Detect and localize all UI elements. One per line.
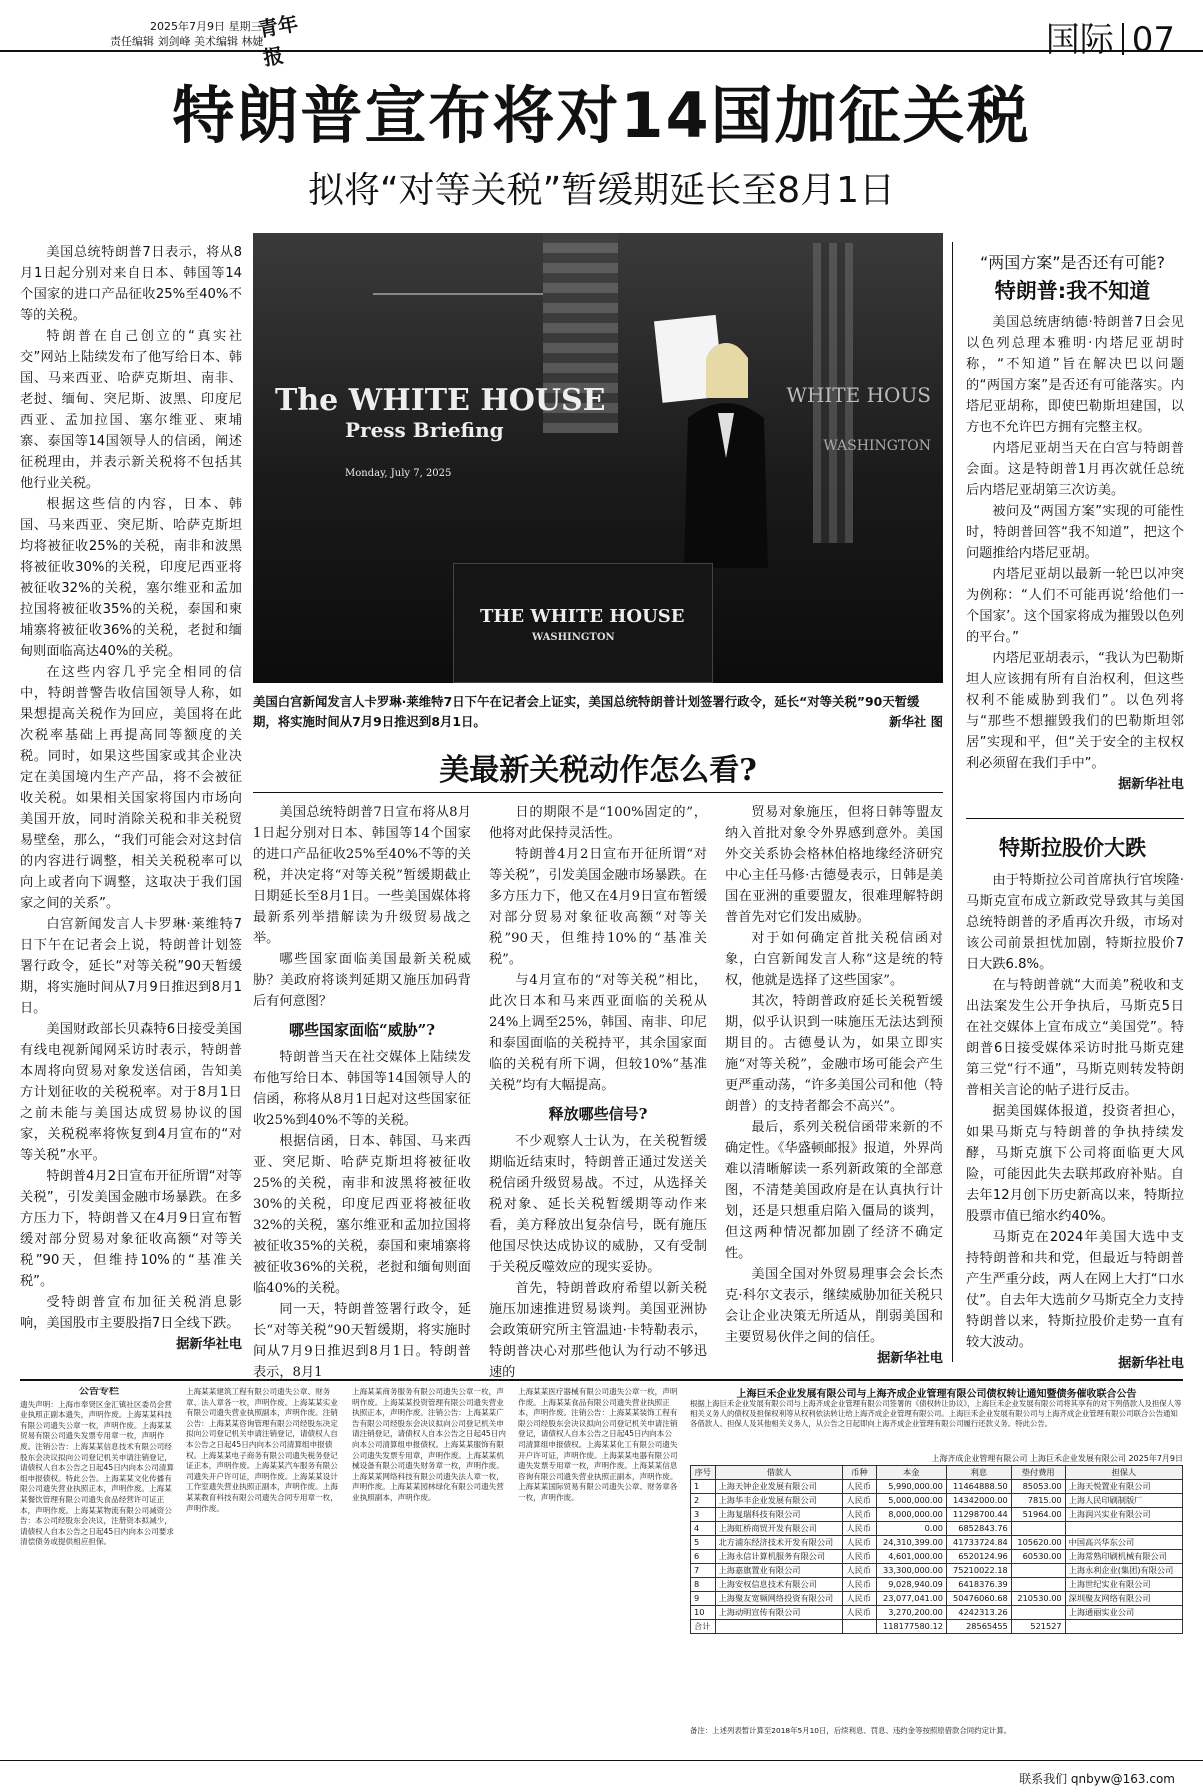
side-story-kicker: “两国方案”是否还有可能? [979, 253, 1166, 272]
photo-building-outline [373, 293, 543, 363]
paragraph: 美国全国对外贸易理事会会长杰克·科尔文表示，继续威胁加征关税只会让企业决策无所适从，削弱美国和主要贸易伙伴之间的信任。 [725, 1267, 943, 1345]
analysis-column-1 [253, 802, 471, 1383]
table-cell: 人民币 [843, 1522, 876, 1536]
table-cell: 521527 [1011, 1620, 1065, 1634]
table-cell: 6 [691, 1550, 716, 1564]
paragraph: 美国财政部长贝森特6日接受美国有线电视新闻网采访时表示，特朗普本周将向贸易对象发送信函，告知美方计划征收的关税税率。对于8月1日之前未能与美国达成贸易协议的国家，关税税率将恢复到4月宣布的“对等关税”水平。 [20, 1022, 242, 1163]
main-subhead: 拟将“对等关税”暂缓期延长至8月1日 [307, 170, 896, 211]
table-cell: 9 [691, 1592, 716, 1606]
photo-podium [453, 563, 713, 683]
table-row [691, 1508, 1183, 1522]
table-cell: 118177580.12 [876, 1620, 946, 1634]
paragraph: 不少观察人士认为，在关税暂缓期临近结束时，特朗普正通过发送关税信函升级贸易战。不过，从选择关税对象、延长关税暂缓期等动作来看，美方释放出复杂信号，既有施压他国尽快达成协议的威胁，又有受制于关税反噬效应的现实妥协。 [489, 1134, 707, 1275]
table-header-cell: 借款人 [715, 1466, 843, 1480]
table-row [691, 1480, 1183, 1494]
photo-sign-line2: Press Briefing [345, 418, 504, 442]
transfer-notice-title: 上海巨禾企业发展有限公司与上海齐成企业管理有限公司债权转让通知暨债务催收联合公告 [736, 1389, 1137, 1400]
section-name: 国际 [1045, 20, 1114, 60]
table-cell: 6418376.39 [946, 1578, 1011, 1592]
article-source: 据新华社电 [1118, 1356, 1184, 1371]
table-cell: 4 [691, 1522, 716, 1536]
transfer-notice-signatories: 上海齐成企业管理有限公司 上海巨禾企业发展有限公司 2025年7月9日 [931, 1454, 1183, 1463]
paragraph: 根据信函，日本、韩国、马来西亚、突尼斯、哈萨克斯坦将被征收25%的关税，南非和波黑将被征收30%的关税，印度尼西亚将被征收32%的关税，塞尔维亚和孟加拉国将被征收35%的关税，泰国和柬埔寨将被征收36%的关税，老挝和缅甸则面临40%的关税。 [253, 1134, 471, 1296]
paragraph: 据美国媒体报道，投资者担心，如果马斯克与特朗普的争执持续发酵，马斯克旗下公司将面临更大风险，可能因此失去联邦政府补贴。自去年12月创下历史新高以来，特斯拉股票市值已缩水约40%。 [966, 1104, 1184, 1224]
paragraph: 由于特斯拉公司首席执行官埃隆·马斯克宣布成立新政党导致其与美国总统特朗普的矛盾再次升级，市场对该公司前景担忧加剧，特斯拉股价7日大跌6.8%。 [966, 873, 1184, 972]
photo-backdrop-sign [275, 383, 606, 479]
table-cell: 合计 [691, 1620, 716, 1634]
table-cell: 上海华丰企业发展有限公司 [715, 1494, 843, 1508]
notices-section [20, 1379, 1183, 1754]
article-source: 据新华社电 [176, 1337, 242, 1352]
table-cell: 上海聚友宽频网络投资有限公司 [715, 1592, 843, 1606]
table-cell [1065, 1620, 1182, 1634]
podium-text: THE WHITE HOUSE [480, 606, 685, 627]
side-story-title: 特朗普:我不知道 [994, 279, 1151, 303]
analysis-column-3 [725, 802, 943, 1369]
paragraph: 哪些国家面临美国最新关税威胁？美政府将谈判延期又施压加码背后有何意图？ [253, 952, 471, 1009]
table-cell: 上海嘉旗置业有限公司 [715, 1564, 843, 1578]
table-row [691, 1578, 1183, 1592]
photo-sign-date: Monday, July 7, 2025 [345, 468, 452, 479]
table-header-cell: 担保人 [1065, 1466, 1182, 1480]
table-cell: 11464888.50 [946, 1480, 1011, 1494]
paragraph: 同一天，特朗普签署行政令，延长“对等关税”90天暂缓期，将实施时间从7月9日推迟到8月1日。特朗普表示，8月1 [253, 1302, 471, 1380]
press-briefing-photo [253, 233, 943, 683]
table-cell: 4242313.26 [946, 1606, 1011, 1620]
table-cell: 上海动明宣传有限公司 [715, 1606, 843, 1620]
table-cell: 9,028,940.09 [876, 1578, 946, 1592]
table-row [691, 1606, 1183, 1620]
contact-email: 联系我们 qnbyw@163.com [1019, 1772, 1175, 1786]
table-header-cell: 币种 [843, 1466, 876, 1480]
table-cell: 上海通丽实业公司 [1065, 1606, 1182, 1620]
table-cell: 50476060.68 [946, 1592, 1011, 1606]
table-row [691, 1550, 1183, 1564]
side-story-body [966, 312, 1184, 795]
paragraph: 马斯克在2024年美国大选中支持特朗普和共和党，但最近与特朗普产生严重分歧，两人在网上大打“口水仗”。自去年大选前夕马斯克全力支持特朗普以来，特斯拉股价走势一直有较大波动。 [966, 1230, 1184, 1350]
side-story-divider [966, 818, 1184, 819]
table-cell [1065, 1522, 1182, 1536]
photo-speaker-figure [648, 308, 768, 568]
table-cell: 14342000.00 [946, 1494, 1011, 1508]
table-cell: 深圳聚友网络有限公司 [1065, 1592, 1182, 1606]
table-cell: 23,077,041.00 [876, 1592, 946, 1606]
table-cell: 7815.00 [1011, 1494, 1065, 1508]
table-cell: 7 [691, 1564, 716, 1578]
table-cell [843, 1620, 876, 1634]
table-cell: 人民币 [843, 1508, 876, 1522]
page-number: 07 [1131, 20, 1175, 60]
paragraph: 在与特朗普就“大而美”税收和支出法案发生公开争执后，马斯克5日在社交媒体上宣布成立“美国党”。特朗普6日接受媒体采访时批马斯克建第三党“行不通”，马斯克则转发特朗普相关言论的帖子进行反击。 [966, 978, 1184, 1098]
table-cell [1011, 1606, 1065, 1620]
photo-backdrop-text2: WASHINGTON [823, 438, 931, 454]
table-cell: 4,601,000.00 [876, 1550, 946, 1564]
table-cell: 8 [691, 1578, 716, 1592]
table-cell: 上海安权信息技术有限公司 [715, 1578, 843, 1592]
table-cell [1011, 1522, 1065, 1536]
table-cell: 上海常熟印刷机械有限公司 [1065, 1550, 1182, 1564]
paragraph: 特朗普4月2日宣布开征所谓“对等关税”，引发美国金融市场暴跌。在多方压力下，他又在4月9日宣布暂缓对部分贸易对象征收高额“对等关税”90天，但维持10%的“基准关税”。 [489, 847, 707, 967]
table-cell: 中国高兴华东公司 [1065, 1536, 1182, 1550]
table-cell: 210530.00 [1011, 1592, 1065, 1606]
paragraph: 在这些内容几乎完全相同的信中，特朗普警告收信国领导人称，如果想提高关税作为回应，美国将在此次税率基础上再提高同等额度的关税。同时，如果这些国家或其企业决定在美国境内生产产品，将不会被征收关税。如果相关国家将国内市场向美国开放，同时消除关税和非关税贸易壁垒，那么，“我们可能会对这封信的内容进行调整，相关关税税率可以向上或者向下调整，这取决于我们国家之间的关系”。 [20, 665, 242, 911]
table-cell: 人民币 [843, 1578, 876, 1592]
table-cell: 北方浦东经济技术开发有限公司 [715, 1536, 843, 1550]
paragraph: 最后，系列关税信函带来新的不确定性。《华盛顿邮报》报道，外界尚难以清晰解读一系列新政策的全部意图，不清楚美国政府是在认真执行计划，还是只想重启陷入僵局的谈判，但这两种情况都加剧了经济不确定性。 [725, 1120, 943, 1261]
table-header-cell: 序号 [691, 1466, 716, 1480]
photo-caption [253, 692, 943, 732]
table-cell: 75210022.18 [946, 1564, 1011, 1578]
transfer-notice-intro: 根据上海巨禾企业发展有限公司与上海齐成企业管理有限公司签署的《债权转让协议》，上海巨禾企业发展有限公司将其享有的对下列借款人及担保人等相关义务人的债权及担保权利等从权利依法转让给上海齐成企业管理有限公司。上海巨禾企业发展有限公司与上海齐成企业管理有限公司联合公告通知各借款人、担保人及其他相关义务人，从公告之日起即向上海齐成企业管理有限公司履行还款义务。特此公告。 [690, 1399, 1182, 1428]
analysis-column-2 [489, 802, 707, 1383]
table-row [691, 1564, 1183, 1578]
table-cell: 人民币 [843, 1480, 876, 1494]
paragraph: 日的期限不是“100%固定的”，他将对此保持灵活性。 [489, 805, 707, 841]
table-row [691, 1592, 1183, 1606]
table-cell: 10 [691, 1606, 716, 1620]
table-cell: 60530.00 [1011, 1550, 1065, 1564]
right-column-rule [952, 242, 953, 1362]
paragraph: 白宫新闻发言人卡罗琳·莱维特7日下午在记者会上说，特朗普计划签署行政令，延长“对等关税”90天暂缓期，将实施时间从7月9日推迟到8月1日。 [20, 917, 242, 1016]
subheading: 哪些国家面临“威胁”? [288, 1021, 436, 1039]
notice-column [518, 1387, 678, 1752]
notice-column [20, 1387, 178, 1752]
table-cell: 6520124.96 [946, 1550, 1011, 1564]
paragraph: 对于如何确定首批关税信函对象，白宫新闻发言人称“这是统的特权，他就是选择了这些国家”。 [725, 931, 943, 988]
notice-title: 公告专栏 [79, 1387, 119, 1397]
subheading: 释放哪些信号? [548, 1105, 648, 1123]
paragraph: 贸易对象施压，但将日韩等盟友纳入首批对象令外界感到意外。美国外交关系协会格林伯格地缘经济研究中心主任马修·古德曼表示，日韩是美国在亚洲的重要盟友，很难理解特朗普首先对它们发出威胁。 [725, 805, 943, 925]
table-cell: 24,310,399.00 [876, 1536, 946, 1550]
table-cell [715, 1620, 843, 1634]
table-cell: 3,270,200.00 [876, 1606, 946, 1620]
photo-backdrop-text: WHITE HOUS [786, 383, 931, 407]
notice-body: 上海某某商务服务有限公司遗失公章一枚，声明作废。上海某某投资管理有限公司遗失营业执照正本，声明作废。注销公告：上海某某广告有限公司经股东会决议拟向公司登记机关申请注销登记，请债权人自本公告之日起45日内向本公司清算组申报债权。上海某某服饰有限公司遗失发票专用章，声明作废。上海某某机械设备有限公司遗失财务章一枚，声明作废。上海某某网络科技有限公司遗失法人章一枚，声明作废。上海某某园林绿化有限公司遗失营业执照副本，声明作废。 [352, 1387, 506, 1502]
table-cell: 6852843.76 [946, 1522, 1011, 1536]
paragraph: 美国总统唐纳德·特朗普7日会见以色列总理本雅明·内塔尼亚胡时称，“不知道”旨在解决巴以问题的“两国方案”是否还有可能落实。内塔尼亚胡称，即使巴勒斯坦建国，以方也不允许巴方拥有完整主权。 [966, 315, 1184, 435]
paragraph: 特朗普4月2日宣布开征所谓“对等关税”，引发美国金融市场暴跌。在多方压力下，特朗普又在4月9日宣布暂缓对部分贸易对象征收高额“对等关税”90天，但维持10%的“基准关税”。 [20, 1169, 242, 1289]
table-cell: 上海世纪实业有限公司 [1065, 1578, 1182, 1592]
table-cell: 人民币 [843, 1550, 876, 1564]
table-cell: 人民币 [843, 1606, 876, 1620]
table-cell: 5 [691, 1536, 716, 1550]
notice-column [186, 1387, 344, 1752]
paragraph: 根据这些信的内容，日本、韩国、马来西亚、突尼斯、哈萨克斯坦均将被征收25%的关税，南非和波黑将被征收30%的关税，印度尼西亚将被征收32%的关税，塞尔维亚和孟加拉国将被征收35%的关税，泰国和柬埔寨将被征收36%的关税，老挝和缅甸则面临高达40%的关税。 [20, 497, 242, 659]
table-cell: 上海复瑞科技有限公司 [715, 1508, 843, 1522]
table-header-cell: 垫付费用 [1011, 1466, 1065, 1480]
table-cell: 11298700.44 [946, 1508, 1011, 1522]
analysis-title: 美最新关税动作怎么看? [439, 753, 757, 788]
table-cell: 人民币 [843, 1536, 876, 1550]
paragraph: 内塔尼亚胡以最新一轮巴以冲突为例称：“人们不可能再说‘给他们一个国家’。这个国家将成为摧毁以色列的平台。” [966, 567, 1184, 645]
table-total-row [691, 1620, 1183, 1634]
main-headline: 特朗普宣布将对14国加征关税 [172, 79, 1031, 152]
table-cell: 5,000,000.00 [876, 1494, 946, 1508]
table-cell: 上海人民印刷制版厂 [1065, 1494, 1182, 1508]
podium-subtext: WASHINGTON [532, 632, 615, 643]
issue-date: 2025年7月9日 星期三 [150, 20, 262, 33]
table-cell [1011, 1578, 1065, 1592]
table-cell: 3 [691, 1508, 716, 1522]
paragraph: 内塔尼亚胡当天在白宫与特朗普会面。这是特朗普1月再次就任总统后内塔尼亚胡第三次访美。 [966, 441, 1184, 498]
masthead [0, 0, 1203, 71]
table-cell: 上海永利企业(集团)有限公司 [1065, 1564, 1182, 1578]
table-cell: 上海永信计算机服务有限公司 [715, 1550, 843, 1564]
notice-column [352, 1387, 510, 1752]
table-cell: 上海天悦置业有限公司 [1065, 1480, 1182, 1494]
table-cell: 5,990,000.00 [876, 1480, 946, 1494]
notice-body: 上海某某建筑工程有限公司遗失公章、财务章、法人章各一枚，声明作废。上海某某实业有限公司遗失营业执照副本，声明作废。注销公告：上海某某咨询管理有限公司经股东决定拟向公司登记机关申请注销登记，请债权人自本公告之日起45日内向本公司清算组申报债权。上海某某电子商务有限公司遗失税务登记证正本，声明作废。上海某某汽车服务有限公司遗失开户许可证，声明作废。上海某某设计工作室遗失营业执照正副本，声明作废。上海某某教育科技有限公司遗失合同专用章一枚，声明作废。 [186, 1387, 338, 1513]
photo-credit: 新华社 图 [889, 714, 943, 729]
tesla-story-title: 特斯拉股价大跌 [999, 836, 1146, 860]
table-cell: 1 [691, 1480, 716, 1494]
debt-transfer-table [690, 1465, 1183, 1634]
table-cell: 51964.00 [1011, 1508, 1065, 1522]
paragraph: 与4月宣布的“对等关税”相比，此次日本和马来西亚面临的关税从24%上调至25%，韩国、南非、印尼和泰国面临的关税持平，其余国家面临的关税有所下调，但较10%“基准关税”均有大幅提高。 [489, 973, 707, 1093]
paragraph: 特朗普当天在社交媒体上陆续发布他写给日本、韩国等14国领导人的信函，称将从8月1日起对这些国家征收25%到40%不等的关税。 [253, 1050, 471, 1128]
table-header-cell: 利息 [946, 1466, 1011, 1480]
table-cell: 41733724.84 [946, 1536, 1011, 1550]
table-header-cell: 本金 [876, 1466, 946, 1480]
paragraph: 其次，特朗普政府延长关税暂缓期，似乎认识到一味施压无法达到预期目的。古德曼认为，如果立即实施“对等关税”，金融市场可能会产生更严重动荡，“许多美国公司和他（特朗普）的支持者都会不高兴”。 [725, 994, 943, 1114]
table-row [691, 1522, 1183, 1536]
paragraph: 特朗普在自己创立的“真实社交”网站上陆续发布了他写给日本、韩国、马来西亚、哈萨克斯坦、南非、老挝、缅甸、突尼斯、波黑、印度尼西亚、孟加拉国、塞尔维亚、柬埔寨、泰国等14国领导人的信函，阐述征税理由，并表示新关税将不包括其他行业关税。 [20, 329, 242, 491]
paragraph: 被问及“两国方案”实现的可能性时，特朗普回答“我不知道”，把这个问题推给内塔尼亚胡。 [966, 504, 1184, 561]
table-header-row [691, 1466, 1183, 1480]
tesla-story-body [966, 870, 1184, 1374]
table-cell: 人民币 [843, 1592, 876, 1606]
table-cell: 2 [691, 1494, 716, 1508]
lead-article [20, 242, 242, 1355]
paragraph: 美国总统特朗普7日宣布将从8月1日起分别对日本、韩国等14个国家的进口产品征收25%至40%不等的关税，并决定将“对等关税”暂缓期截止日期延长至8月1日。一些美国媒体将最新系列举措解读为升级贸易战之举。 [253, 805, 471, 946]
table-cell: 33,300,000.00 [876, 1564, 946, 1578]
table-cell: 28565455 [946, 1620, 1011, 1634]
section-divider [1122, 23, 1124, 55]
photo-caption-text: 美国白宫新闻发言人卡罗琳·莱维特7日下午在记者会上证实，美国总统特朗普计划签署行政令，延长“对等关税”90天暂缓期，将实施时间从7月9日推迟到8月1日。 [253, 694, 920, 729]
table-cell: 上海虹桥商贸开发有限公司 [715, 1522, 843, 1536]
paragraph: 内塔尼亚胡表示，“我认为巴勒斯坦人应该拥有所有自治权利，但这些权利不能威胁到我们”。以色列将与“那些不想摧毁我们的巴勒斯坦邻居”实现和平，但“关于安全的主权权利必须留在我们手中”。 [966, 651, 1184, 771]
paragraph: 美国总统特朗普7日表示，将从8月1日起分别对来自日本、韩国等14个国家的进口产品征收25%至40%不等的关税。 [20, 245, 242, 323]
table-cell: 人民币 [843, 1564, 876, 1578]
table-cell: 上海润兴实业有限公司 [1065, 1508, 1182, 1522]
section-header [1046, 12, 1175, 61]
table-row [691, 1494, 1183, 1508]
table-cell: 85053.00 [1011, 1480, 1065, 1494]
table-cell [1011, 1564, 1065, 1578]
notice-body: 上海某某医疗器械有限公司遗失公章一枚，声明作废。上海某某食品有限公司遗失营业执照正本，声明作废。注销公告：上海某某装饰工程有限公司经股东会决议拟向公司登记机关申请注销登记，请债权人自本公告之日起45日内向本公司清算组申报债权。上海某某化工有限公司遗失开户许可证，声明作废。上海某某电器有限公司遗失发票专用章一枚，声明作废。上海某某信息咨询有限公司遗失营业执照正副本，声明作废。上海某某国际贸易有限公司遗失公章、财务章各一枚，声明作废。 [518, 1387, 678, 1502]
page-footer [0, 1760, 1203, 1792]
paragraph: 首先，特朗普政府希望以新关税施压加速推进贸易谈判。美国亚洲协会政策研究所主管温迪·卡特勒表示，特朗普决心对那些他认为行动不够迅速的 [489, 1281, 707, 1380]
table-cell: 人民币 [843, 1494, 876, 1508]
photo-sign-line1: The WHITE HOUSE [275, 383, 606, 418]
newspaper-logo: 青年报 [256, 11, 300, 71]
editors-credit: 责任编辑 刘剑峰 美术编辑 林婕 [110, 35, 264, 48]
table-cell: 上海天钟企业发展有限公司 [715, 1480, 843, 1494]
article-source: 据新华社电 [1118, 777, 1184, 792]
table-row [691, 1536, 1183, 1550]
table-cell: 8,000,000.00 [876, 1508, 946, 1522]
analysis-rule [253, 792, 943, 793]
article-source: 据新华社电 [877, 1351, 943, 1366]
table-cell: 0.00 [876, 1522, 946, 1536]
table-cell: 105620.00 [1011, 1536, 1065, 1550]
transfer-notice-footnote: 备注：上述列表暂计算至2018年5月10日，后续利息、罚息、违约金等按照原借款合同约定计算。 [690, 1726, 1012, 1735]
paragraph: 受特朗普宣布加征关税消息影响，美国股市主要股指7日全线下跌。 [20, 1295, 242, 1331]
notice-body: 遗失声明：上海市奉贤区金汇镇社区委员会营业执照正副本遗失，声明作废。上海某某科技有限公司遗失公章一枚，声明作废。上海某某贸易有限公司遗失发票专用章一枚，声明作废。注销公告：上海某某信息技术有限公司经股东会决议拟向公司登记机关申请注销登记，请债权人自本公告之日起45日内向本公司清算组申报债权。特此公告。上海某某文化传播有限公司遗失营业执照正本，声明作废。上海某某餐饮管理有限公司遗失食品经营许可证正本，声明作废。上海某某物流有限公司减资公告：本公司经股东会决议，注册资本拟减少，请债权人自本公告之日起45日内向本公司要求清偿债务或提供相应担保。 [20, 1399, 174, 1547]
